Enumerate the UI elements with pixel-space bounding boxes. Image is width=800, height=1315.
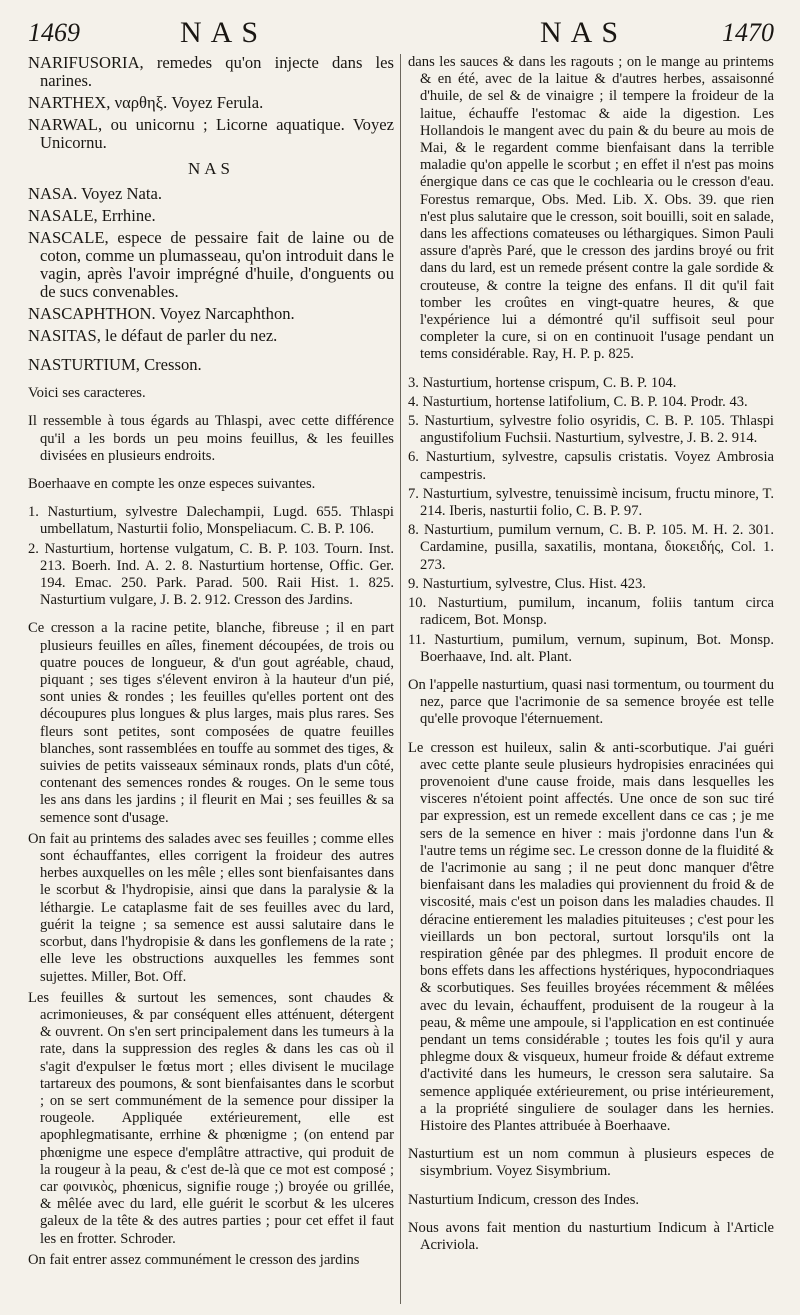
right-page-number: 1470 (722, 18, 774, 47)
left-column (28, 54, 394, 1273)
right-running-head: NAS (540, 16, 628, 49)
species-list (28, 504, 394, 609)
species-item: 5. Nasturtium, sylvestre folio osyridis, C. B. P. 105. Thlaspi angustifolium Fuchsii. Nasturtium, sylvestre, J. B. 2. 914. (408, 413, 774, 447)
entry-nasale: NASALE, Errhine. (28, 206, 156, 226)
entry-nasturtium: NASTURTIUM, Cresson. (28, 355, 202, 375)
paragraph: On fait entrer assez communément le cresson des jardins (28, 1251, 360, 1268)
entry-narwal: NARWAL, ou unicornu ; Licorne aquatique. Voyez Unicornu. (28, 115, 394, 152)
species-item: 7. Nasturtium, sylvestre, tenuissimè incisum, fructu minore, T. 214. Iberis, nasturtii folio, C. B. P. 97. (408, 485, 774, 520)
paragraph: dans les sauces & dans les ragouts ; on le mange au printems & en été, avec de la laitue & d'autres herbes, assaisonné d'huile, de sel & de vinaigre ; il tempere la froideur de la laitue, échauffe l'estomac & aide la digestion. Les Hollandois le mangent avec du pain & du beure au mois de Mai, & le regardent comme bienfaisant dans la terrible maladie qu'on appelle le scorbut ; en effet il n'est pas moins énergique dans ce cas que le cochlearia ou le cresson d'eau. Forestus remarque, Obs. Med. Lib. X. Obs. 39. que rien n'est plus salutaire que le cresson, soit bouilli, soit en salade, dans les affections comateuses ou léthargiques. Simon Pauli assure d'après Paré, que le cresson des jardins broyé ou frit dans du lard, est un remede présent contre la gale sordide & crouteuse, & contre la teigne des enfans. Il dit qu'il fait tomber les croûtes en vingt-quatre heures, & que l'expérience lui a démontré qu'il suffisoit seul pour completer la cure, si on en continuoit l'usage pendant un tems considérable. Ray, H. P. p. 825. (408, 54, 774, 363)
paragraph: Les feuilles & surtout les semences, sont chaudes & acrimonieuses, & par conséquent elles atténuent, détergent & ouvrent. On s'en sert principalement dans les tumeurs à la rate, dans la suppression des regles & dans les cas où il s'agit d'expulser le fœtus mort ; elles divisent le mucilage tartareux des poumons, & sont bienfaisantes dans le scorbut ; on se sert communément de la semence pour dissiper la rougeole. Appliquée extérieurement, elle est apophlegmatisante, errhine & phœnigme ; (on entend par phœnigme une espece d'emplâtre attractive, qui produit de la rougeur à la peau, & c'est de-là que ce mot est composé ; car φοινικὸς, phœnicus, signifie rouge ;) broyée ou grillée, & mêlée avec du lard, elle guérit le scorbut & les ulceres galeux de la tête & des autres parties ; pour cet effet il faut les en frotter. Schroder. (28, 989, 394, 1247)
entry-nasitas: NASITAS, le défaut de parler du nez. (28, 326, 278, 346)
species-list (408, 375, 774, 666)
species-item: 10. Nasturtium, pumilum, incanum, foliis tantum circa radicem, Bot. Monsp. (408, 595, 774, 629)
species-item: 8. Nasturtium, pumilum vernum, C. B. P. 105. M. H. 2. 301. Cardamine, pusilla, saxatilis, montana, διοκειδής, Col. 1. 273. (408, 522, 774, 573)
entry-nascaphthon: NASCAPHTHON. Voyez Narcaphthon. (28, 304, 295, 324)
paragraph: Le cresson est huileux, salin & anti-scorbutique. J'ai guéri avec cette plante seule plusieurs hydropisies enracinées qui provenoient d'une cause froide, mais dans lesquelles les visceres n'étoient point affectés. Une once de son suc tiré par expression, est un remede excellent dans ce cas ; je me sers de la semence en hiver : mais j'ordonne dans l'un & l'autre tems un régime sec. Le cresson donne de la fluidité & de l'acrimonie au sang ; il ne peut donc manquer d'être bienfaisant dans les maladies qui proviennent du froid & de viscosité, mais c'est un poison dans les maladies chaudes. Il déracine entierement les maladies pituiteuses ; c'est pour les vieillards un bon pectoral, surtout lorsqu'ils ont la respiration gênée par des phlegmes. Il produit encore de bons effets dans les affections hystériques, hypocondriaques & scorbutiques. Ses feuilles broyées récemment & mêlées avec du levain, échauffent, produisent de la rougeur à la peau, & même une ampoule, si l'application en est continuée pendant un tems considérable ; toutes les fois qu'il y aura phlegme doux & visqueux, humeur froide & défaut extreme d'activité dans les humeurs, le cresson sera salutaire. Sa semence appliquée extérieurement, ou prise intérieurement, a la propriété singuliere de soulager dans les hernies. Histoire des Plantes attribuée à Boerhaave. (408, 739, 774, 1134)
species-item: 9. Nasturtium, sylvestre, Clus. Hist. 423. (408, 575, 646, 592)
left-page-number: 1469 (28, 18, 80, 47)
paragraph: Nasturtium Indicum, cresson des Indes. (408, 1191, 640, 1208)
paragraph: Nasturtium est un nom commun à plusieurs especes de sisymbrium. Voyez Sisymbrium. (408, 1146, 774, 1180)
paragraph: Voici ses caracteres. (28, 385, 146, 402)
entry-nasa: NASA. Voyez Nata. (28, 184, 162, 204)
paragraph: On l'appelle nasturtium, quasi nasi tormentum, ou tourment du nez, parce que l'acrimonie de sa semence broyée est telle qu'elle provoque l'éternuement. (408, 676, 774, 728)
right-column (408, 54, 774, 1258)
species-item: 1. Nasturtium, sylvestre Dalechampii, Lugd. 655. Thlaspi umbellatum, Nasturtii folio, Monspeliacum. C. B. P. 106. (28, 504, 394, 538)
paragraph: Boerhaave en compte les onze especes suivantes. (28, 476, 316, 493)
entry-narthex: NARTHEX, ναρθηξ. Voyez Ferula. (28, 93, 264, 112)
species-item: 11. Nasturtium, pumilum, vernum, supinum, Bot. Monsp. Boerhaave, Ind. alt. Plant. (408, 631, 774, 665)
paragraph: Il ressemble à tous égards au Thlaspi, avec cette différence qu'il a les bords un peu moins feuillus, & les feuilles divisées en plusieurs endroits. (28, 413, 394, 464)
species-item: 2. Nasturtium, hortense vulgatum, C. B. P. 103. Tourn. Inst. 213. Boerh. Ind. A. 2. 8. Nasturtium hortense, Offic. Ger. 194. Emac. 250. Park. Parad. 500. Raii Hist. 1. 825. Nasturtium vulgare, J. B. 2. 912. Cresson des Jardins. (28, 540, 394, 609)
paragraph: On fait au printems des salades avec ses feuilles ; comme elles sont échauffantes, elles corrigent la froideur des autres herbes auxquelles on les mêle ; elles sont bienfaisantes dans le scorbut & l'hydropisie, ainsi que dans la paralysie & la léthargie. Le cataplasme fait de ses feuilles avec du lard, guérit la teigne ; sa semence est aussi salutaire dans le scorbut, dans l'hydropisie & dans les gonflemens de la rate ; elle leve les obstructions auxquelles les femmes sont sujettes. Miller, Bot. Off. (28, 830, 394, 985)
paragraph: Ce cresson a la racine petite, blanche, fibreuse ; il en part plusieurs feuilles en aîles, finement découpées, de trois ou quatre pouces de longueur, & d'un gout agréable, chaud, piquant ; ses tiges s'élevent environ à la hauteur d'un pié, sont unies & rondes ; les feuilles qu'elles portent ont des découpures plus longues & plus larges, mais plus rares. Ses fleurs sont petites, sont composées de quatre feuilles blanches, sont rassemblées en touffe au sommet des tiges, & suivies de petits vaisseaux séminaux ronds, plats d'un côté, contenant des semences rondes & rouges. On le seme tous les ans dans les jardins ; il fleurit en Mai ; ses feuilles & sa semence sont d'usage. (28, 620, 394, 826)
section-heading: NAS (187, 159, 234, 178)
paragraph: Nous avons fait mention du nasturtium Indicum à l'Article Acriviola. (408, 1219, 774, 1253)
species-item: 6. Nasturtium, sylvestre, capsulis cristatis. Voyez Ambrosia campestris. (408, 449, 774, 483)
left-running-head: NAS (180, 16, 268, 49)
species-item: 3. Nasturtium, hortense crispum, C. B. P. 104. (408, 374, 677, 391)
entry-nascale: NASCALE, espece de pessaire fait de laine ou de coton, comme un plumasseau, qu'on introduit dans le vagin, après l'avoir imprégné d'huile, d'onguents ou de sucs convenables. (28, 228, 394, 302)
column-divider (400, 54, 401, 1304)
species-item: 4. Nasturtium, hortense latifolium, C. B. P. 104. Prodr. 43. (408, 393, 748, 410)
entry-narifusoria: NARIFUSORIA, remedes qu'on injecte dans les narines. (28, 53, 394, 90)
